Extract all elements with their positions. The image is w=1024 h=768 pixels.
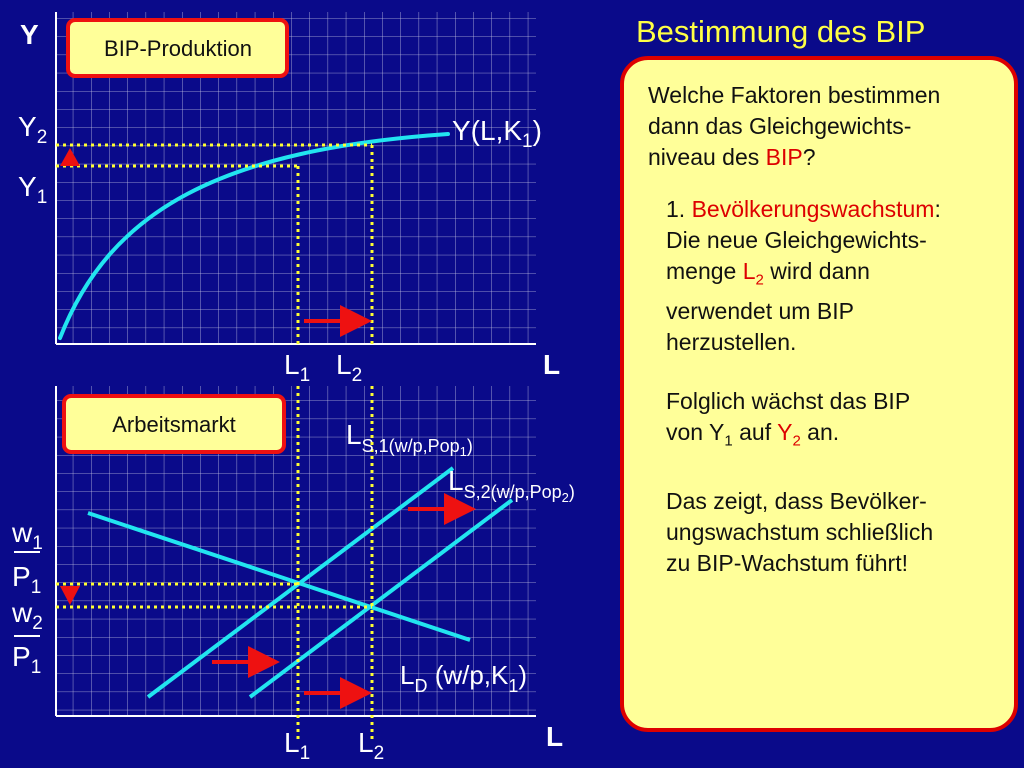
explanation-panel — [620, 56, 1018, 732]
w1-label: $w_1$ — [12, 517, 43, 554]
bottom-l2-label: $L_2$ — [358, 727, 385, 764]
folglich-text: Folglich wächst das BIP von $Y_1$ auf $Y_2$ an. — [666, 388, 911, 450]
y2-label: $Y_2$ — [18, 111, 48, 148]
top-l2-label: $L_2$ — [336, 349, 363, 386]
bottom-l1-label: $L_1$ — [284, 727, 311, 764]
arbeitsmarkt-label: Arbeitsmarkt — [112, 412, 236, 437]
p1b-label: $P_1$ — [12, 641, 42, 678]
top-x-axis-label: L — [543, 349, 561, 380]
p1a-label: $P_1$ — [12, 561, 42, 598]
production-function-label: $Y(L,K_1)$ — [452, 115, 542, 152]
labor-demand-label: $L_D$ $(w/p,K_1)$ — [400, 660, 528, 696]
bip-produktion-label: BIP-Produktion — [104, 36, 252, 61]
labor-supply-2-label: $L_{S,2}(w/p,Pop2)$ — [448, 465, 575, 505]
w2-label: $w_2$ — [12, 597, 43, 634]
slide-title: Bestimmung des BIP — [636, 14, 926, 49]
y1-label: $Y_1$ — [18, 171, 48, 208]
top-l1-label: $L_1$ — [284, 349, 311, 386]
question-text: Welche Faktoren bestimmen dann das Gleichgewichts- niveau des BIP? — [648, 82, 941, 170]
top-y-axis-label: Y — [20, 19, 39, 50]
labor-supply-1-label: $L_{S,1}(w/p,Pop1)$ — [346, 419, 473, 459]
bottom-x-axis-label: L — [546, 721, 564, 752]
point-1-text: 1. Bevölkerungswachstum: Die neue Gleichgewichts- menge $L_2$ wird dann verwendet um BIP herzustellen. — [666, 196, 941, 355]
conclusion-text: Das zeigt, dass Bevölker- ungswachstum schließlich zu BIP-Wachstum führt! — [666, 488, 934, 576]
